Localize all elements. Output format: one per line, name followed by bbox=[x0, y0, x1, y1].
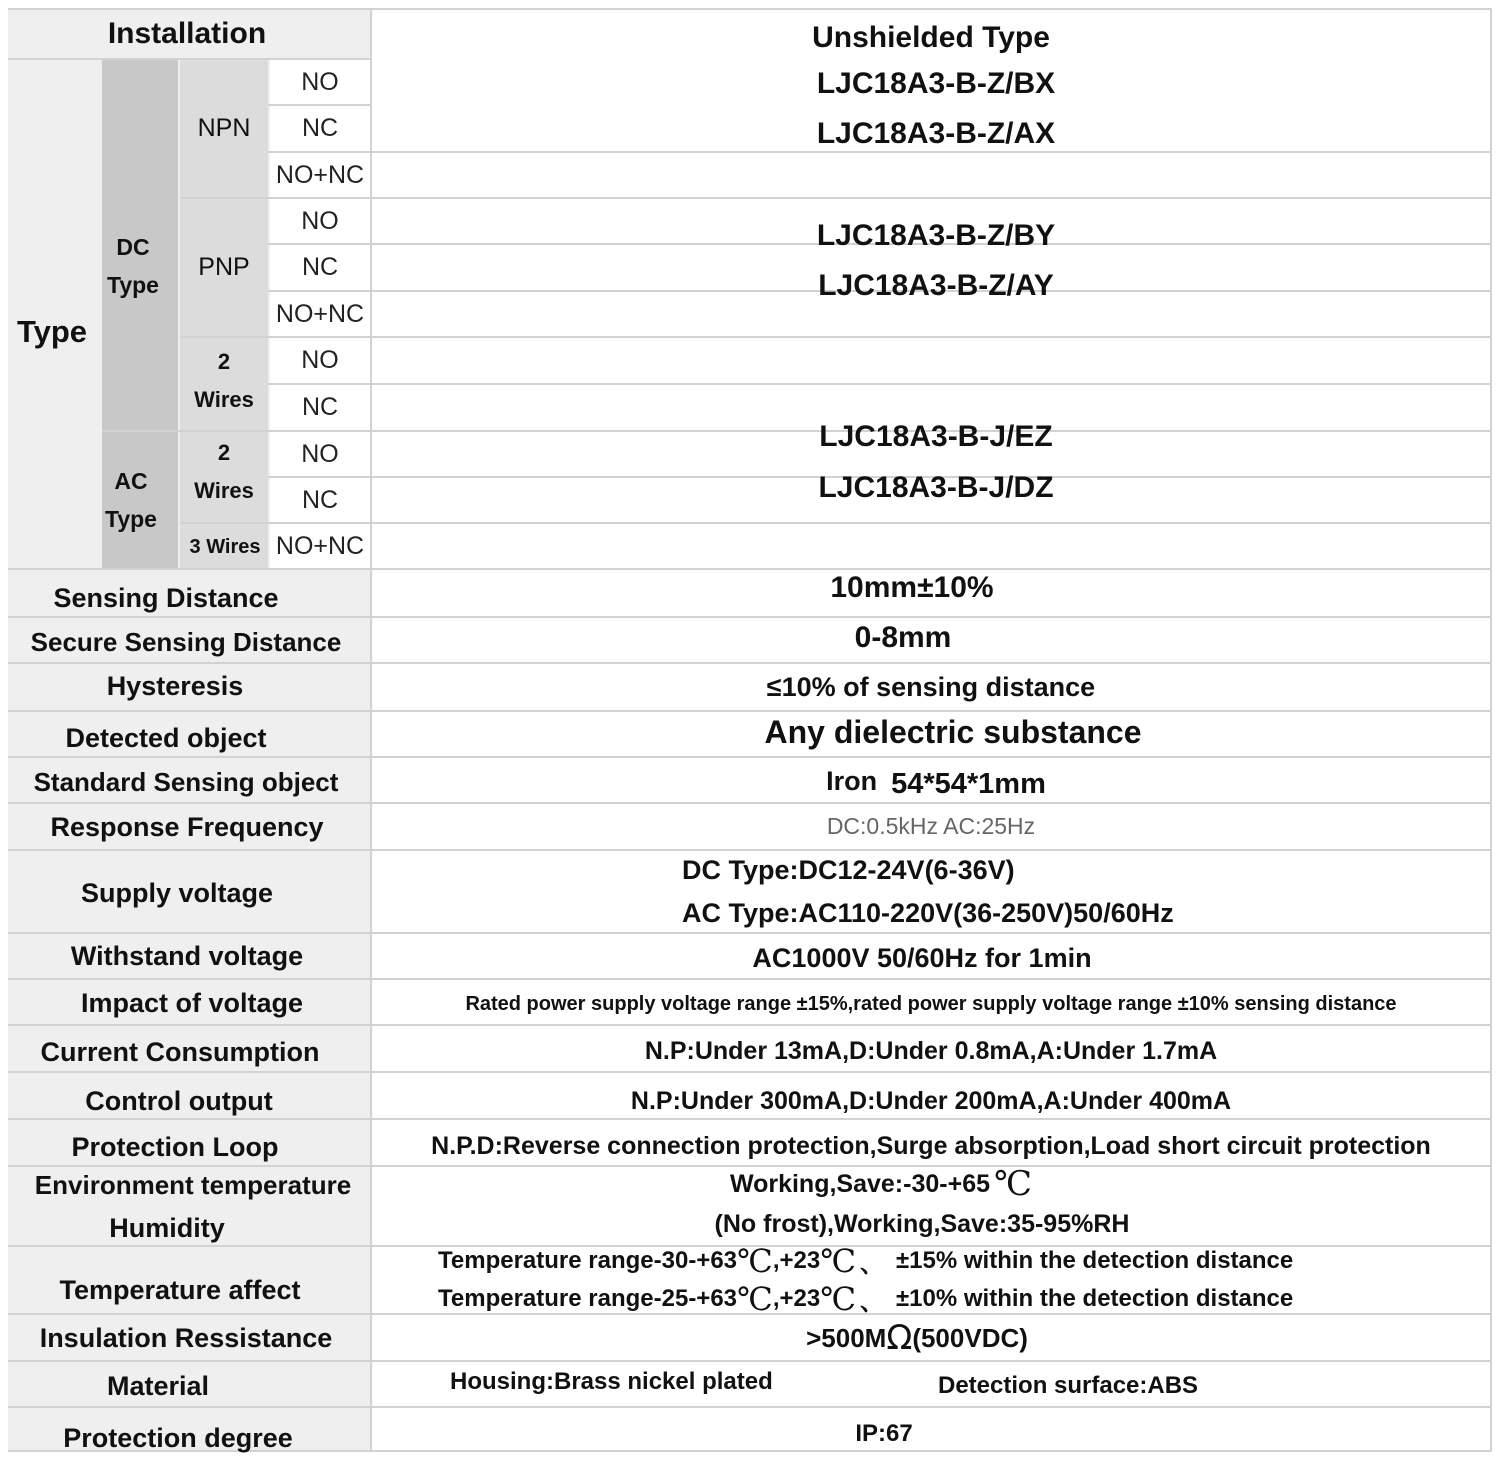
standard-sensing-object-value bbox=[372, 762, 1490, 806]
temperature-affect-label: Temperature affect bbox=[59, 1274, 301, 1305]
npn-nc: NC bbox=[270, 106, 370, 150]
ac2-no: NO bbox=[270, 432, 370, 476]
dc2-nc: NC bbox=[270, 385, 370, 429]
detected-object-label: Detected object bbox=[65, 722, 267, 753]
model-ac-nc: LJC18A3-B-J/DZ bbox=[818, 471, 1054, 504]
installation-label: Installation bbox=[107, 17, 267, 50]
model-pnp-nc: LJC18A3-B-Z/AY bbox=[818, 269, 1054, 302]
npn-label: NPN bbox=[197, 113, 251, 142]
dc-type-label-line2: Type bbox=[107, 272, 159, 298]
temp-line2-ref: ,+23 bbox=[772, 1285, 821, 1312]
ac-type-label-line1: AC bbox=[114, 468, 148, 494]
environment-temperature-range: Working,Save:-30-+65 bbox=[729, 1169, 990, 1198]
temperature-affect-line1 bbox=[438, 1242, 1478, 1280]
temp-line1-range: Temperature range-30-+63 bbox=[438, 1247, 738, 1274]
protection-degree-value: IP:67 bbox=[855, 1420, 913, 1447]
environment-temperature-value bbox=[372, 1162, 1390, 1206]
current-consumption-label: Current Consumption bbox=[40, 1036, 320, 1067]
current-consumption-value: N.P:Under 13mA,D:Under 0.8mA,A:Under 1.7mA bbox=[644, 1036, 1218, 1065]
insulation-resistance-value bbox=[372, 1316, 1462, 1360]
pnp-nonc: NO+NC bbox=[270, 292, 370, 336]
protection-degree-label: Protection degree bbox=[63, 1422, 293, 1453]
ac-two-wires-line1: 2 bbox=[217, 440, 231, 465]
celsius-icon: ℃ bbox=[820, 1280, 856, 1318]
dc-type-label bbox=[102, 228, 164, 304]
celsius-icon: ℃ bbox=[994, 1164, 1033, 1204]
temp-line1-ref: ,+23 bbox=[772, 1247, 821, 1274]
ac3-nonc: NO+NC bbox=[270, 524, 370, 568]
sensing-distance-value: 10mm±10% bbox=[830, 571, 994, 604]
ac-two-wires-line2: Wires bbox=[194, 478, 254, 503]
temp-line2-range: Temperature range-25-+63 bbox=[438, 1285, 738, 1312]
material-detection-surface: Detection surface:ABS bbox=[938, 1372, 1199, 1399]
temp-line2-sep: 、 bbox=[860, 1288, 884, 1316]
protection-loop-label: Protection Loop bbox=[71, 1131, 279, 1162]
secure-sensing-distance-value: 0-8mm bbox=[854, 621, 952, 654]
standard-object-material: Iron bbox=[826, 765, 878, 796]
response-frequency-label: Response Frequency bbox=[50, 811, 324, 842]
pnp-label: PNP bbox=[198, 252, 250, 281]
celsius-icon: ℃ bbox=[820, 1242, 856, 1280]
ac-three-wires-label: 3 Wires bbox=[189, 536, 261, 558]
ac2-nc: NC bbox=[270, 478, 370, 522]
ac-type-label bbox=[96, 462, 166, 538]
grid-line bbox=[180, 336, 1492, 338]
dc-two-wires-line1: 2 bbox=[217, 349, 231, 374]
temperature-affect-line2 bbox=[438, 1280, 1478, 1318]
model-npn-no: LJC18A3-B-Z/BX bbox=[372, 62, 1490, 106]
ac-two-wires-label bbox=[180, 434, 268, 510]
environment-temperature-label: Environment temperature bbox=[34, 1169, 352, 1200]
model-npn-nc: LJC18A3-B-Z/AX bbox=[816, 117, 1056, 150]
supply-voltage-value bbox=[682, 850, 1482, 932]
model-pnp-no: LJC18A3-B-Z/BY bbox=[816, 219, 1056, 252]
dc-two-wires-line2: Wires bbox=[194, 387, 254, 412]
npn-no: NO bbox=[270, 60, 370, 104]
temp-line2-tolerance: ±10% within the detection distance bbox=[896, 1285, 1294, 1312]
standard-object-size: 54*54*1mm bbox=[891, 767, 1046, 800]
type-label: Type bbox=[16, 314, 88, 349]
material-label: Material bbox=[106, 1370, 210, 1401]
temperature-affect-value bbox=[438, 1242, 1478, 1318]
insulation-resistance-label: Insulation Ressistance bbox=[39, 1322, 333, 1353]
dc2-no: NO bbox=[270, 338, 370, 382]
temp-line1-sep: 、 bbox=[860, 1250, 884, 1278]
sensing-distance-label: Sensing Distance bbox=[53, 582, 279, 613]
npn-nonc: NO+NC bbox=[270, 153, 370, 197]
withstand-voltage-label: Withstand voltage bbox=[70, 940, 304, 971]
unshielded-type-label: Unshielded Type bbox=[372, 14, 1490, 62]
supply-voltage-label: Supply voltage bbox=[80, 877, 274, 908]
pnp-nc: NC bbox=[270, 245, 370, 289]
detected-object-value: Any dielectric substance bbox=[764, 713, 1142, 750]
ac-type-label-line2: Type bbox=[105, 506, 157, 532]
supply-voltage-ac: AC Type:AC110-220V(36-250V)50/60Hz bbox=[682, 898, 1174, 928]
insulation-value-prefix: >500M bbox=[806, 1322, 887, 1353]
response-frequency-value: DC:0.5kHz AC:25Hz bbox=[826, 812, 1036, 839]
secure-sensing-distance-label: Secure Sensing Distance bbox=[30, 626, 342, 657]
protection-loop-value: N.P.D:Reverse connection protection,Surge absorption,Load short circuit protection bbox=[431, 1131, 1431, 1160]
impact-of-voltage-label: Impact of voltage bbox=[80, 987, 304, 1018]
control-output-label: Control output bbox=[85, 1085, 273, 1116]
pnp-no: NO bbox=[270, 199, 370, 243]
grid-line bbox=[8, 1360, 1492, 1362]
impact-of-voltage-value: Rated power supply voltage range ±15%,rated power supply voltage range ±10% sensing distance bbox=[465, 992, 1397, 1015]
insulation-value-suffix: (500VDC) bbox=[912, 1322, 1028, 1353]
hysteresis-value: ≤10% of sensing distance bbox=[766, 671, 1096, 702]
supply-voltage-dc: DC Type:DC12-24V(6-36V) bbox=[682, 855, 1015, 885]
material-housing: Housing:Brass nickel plated bbox=[450, 1368, 773, 1395]
temp-line1-tolerance: ±15% within the detection distance bbox=[896, 1247, 1294, 1274]
ohm-icon: Ω bbox=[886, 1318, 913, 1358]
humidity-value: (No frost),Working,Save:35-95%RH bbox=[714, 1209, 1130, 1238]
celsius-icon: ℃ bbox=[737, 1280, 773, 1318]
dc-type-label-line1: DC bbox=[116, 234, 150, 260]
grid-line bbox=[180, 522, 1492, 524]
dc-two-wires-label bbox=[180, 343, 268, 419]
celsius-icon: ℃ bbox=[737, 1242, 773, 1280]
withstand-voltage-value: AC1000V 50/60Hz for 1min bbox=[752, 942, 1092, 973]
grid-line bbox=[268, 383, 1492, 385]
model-ac-no: LJC18A3-B-J/EZ bbox=[819, 420, 1053, 453]
standard-sensing-object-label: Standard Sensing object bbox=[33, 766, 339, 797]
control-output-value: N.P:Under 300mA,D:Under 200mA,A:Under 400mA bbox=[630, 1086, 1232, 1115]
grid-line bbox=[180, 197, 1492, 199]
hysteresis-label: Hysteresis bbox=[106, 670, 244, 701]
humidity-label: Humidity bbox=[109, 1212, 225, 1243]
